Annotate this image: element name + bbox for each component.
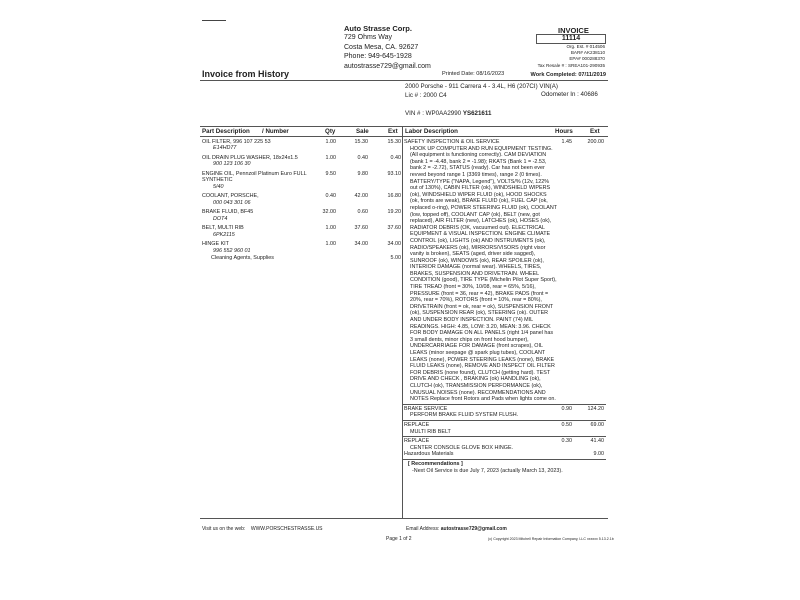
labor-hours: 0.90 (561, 405, 572, 412)
email-label: Email Address: (406, 526, 440, 532)
vin (405, 110, 491, 117)
part-row (202, 193, 402, 206)
part-sale: 9.80 (357, 170, 368, 177)
website (202, 526, 323, 532)
work-completed-date: 07/11/2019 (578, 72, 606, 78)
labor-ext: 9.00 (593, 451, 604, 458)
part-ext: 0.40 (390, 154, 401, 161)
part-number: 6PK2115 (213, 231, 235, 238)
labor-notes: HOOK UP COMPUTER AND RUN EQUIPMENT TESTING. (All equipment is functioning correctly). CAM DEVIATION (bank 1 = -4.48, bank 2 = -1.98); RKATS (Bank 1 = -2.53, bank 2 = -2.72), STATUS (ready). Car has not been ever revved beyond range 1 (3369 times), range 2 (0 times). BATTERY/TYPE ("NAPA, Legend"), VOLTS/% (12v, 122% out of 130%), CABIN FILTER (ok), WINDSHIELD WIPERS (ok), WINDSHIELD WIPER FLUID (ok), HOOD SHOCKS (ok, fronts are weak), BRAKE FLUID (ok), FUEL CAP (ok, replaced o-ring), POWER STEERING FLUID (ok), COOLANT (low, topped off), COOLANT CAP (ok), BELT (new, got replaced), AIR FILTER (new), LATCHES (ok), HOSES (ok), RADIATOR DEBRIS (OK, vacuumed out). ELECTRICAL EQUIPMENT & VISUAL INSPECTION. ENGINE CLIMATE CONTROL (ok), LIGHTS (ok) AND INSTRUMENTS (ok), RADIO/SPEAKERS (ok), MIRRORS/VISORS (right visor vanity is broken), SEATS (aged, driver side sagged), SUNROOF (ok), WINDOWS (ok), REAR SPOILER (ok), INTERIOR DAMAGE (normal wear). WHEELS, TIRES, BRAKES, SUSPENSION AND DRIVETRAIN. WHEEL CONDITION (good), TIRE TYPE (Michelin Pilot Super Sport), TIRE TREAD (front = 30%, 10/08, rear = 65%, 5/16), PRESSURE (front = 36, rear = 42), BRAKE PADS (front = 20%, rear = 70%), ROTORS (front = 10%, rear = 80%), DRIVETRAIN (front = ok, rear = ok), SUSPENSION FRONT (ok), SUSPENSION REAR (ok), STEERING (ok). OUTER AND UNDER BODY INSPECTION. PAINT (74) MIL READINGS. HIGH: 4.85, LOW: 3.20, MEAN: 3.96. CHECK FOR BODY DAMAGE ON ALL PANELS (right 1/4 panel has 3 small dents, minor chips on front hood bumper), UNDERCARRIAGE FOR DAMAGE (front scrapes), OIL LEAKS (minor seepage @ spark plug tubes), COOLANT LEAKS (none), POWER STEERING LEAKS (none), BRAKE FLUID LEAKS (none), REMOVE AND INSPECT OIL FILTER FOR DEBRIS (none found), CLUTCH (getting hard). TEST DRIVE AND CHECK , BRAKING (ok) HANDLING (ok), CLUTCH (ok), TRANSMISSION PERFORMANCE (ok), UNUSUAL NOISES (none). RECOMMENDATIONS AND NOTES Replace front Rotors and Pads when lights come on. (410, 145, 557, 403)
labor-header-ext: Ext (590, 128, 600, 135)
part-row (202, 255, 402, 261)
part-qty: 1.00 (325, 139, 336, 145)
part-row (202, 209, 402, 222)
labor-divider (402, 436, 606, 437)
parts-header-qty: Qty (325, 128, 336, 135)
work-completed (512, 72, 606, 78)
part-sale: 15.30 (354, 139, 368, 145)
table-bottom-rule (200, 518, 608, 519)
labor-title: BRAKE SERVICE (404, 405, 448, 412)
part-sale: 42.00 (354, 193, 368, 200)
part-number: 900 123 106 30 (213, 161, 251, 168)
part-sale: 34.00 (354, 241, 368, 248)
labor-ext: 124.20 (587, 405, 604, 412)
vin-label: VIN # : (405, 110, 424, 117)
business-block (344, 24, 431, 71)
part-ext: 15.30 (387, 139, 401, 145)
labor-title: REPLACE (404, 438, 430, 445)
table-top-rule (200, 126, 608, 127)
labor-title: REPLACE (404, 421, 430, 428)
bar-number: BAR# AK238110 (570, 50, 605, 56)
odometer-reading: Odometer In : 40686 (541, 91, 598, 98)
work-completed-label: Work Completed: (530, 72, 577, 78)
printed-date: Printed Date: 08/16/2023 (442, 71, 505, 77)
vin-prefix: WP0AA2990 (425, 110, 462, 117)
part-ext: 16.80 (387, 193, 401, 200)
website-label: Visit us on the web: (202, 526, 246, 532)
labor-title: SAFETY INSPECTION & OIL SERVICE (404, 139, 500, 145)
website-url[interactable]: WWW.PORSCHESTRASSE.US (250, 526, 323, 532)
recommendation-item: -Next Oil Service is due July 7, 2023 (actually March 13, 2023). (412, 467, 563, 474)
tax-resale: Tax Resale # : SREA101-290935 (537, 62, 605, 68)
labor-operation (404, 406, 606, 419)
part-qty: 0.40 (325, 193, 336, 200)
part-qty: 32.00 (322, 209, 336, 216)
labor-hours: 0.50 (561, 421, 572, 428)
parts-header-sale: Sale (356, 128, 369, 135)
labor-header-hours: Hours (555, 128, 573, 135)
parts-header-description: Part Description (202, 128, 250, 135)
labor-hours: 1.45 (561, 139, 572, 145)
part-sale: 0.40 (357, 154, 368, 161)
labor-title: Hazardous Materials (404, 451, 454, 458)
part-ext: 93.10 (387, 170, 401, 177)
labor-ext: 200.00 (587, 139, 604, 145)
part-ext: 19.20 (387, 209, 401, 216)
part-qty: 1.00 (325, 154, 336, 161)
parts-header-number: / Number (262, 128, 289, 135)
labor-divider (402, 459, 606, 460)
org-est: Org. Est. # 014506 (566, 44, 605, 49)
part-description: Cleaning Agents, Supplies (211, 254, 274, 261)
part-number: 000 043 301 06 (213, 199, 251, 206)
part-ext: 37.60 (387, 225, 401, 232)
part-row (202, 139, 402, 152)
business-address-line1: 729 Ohms Way (344, 34, 392, 42)
labor-notes: MULTI RIB BELT (410, 428, 451, 435)
part-ext: 34.00 (387, 241, 401, 248)
document-title: Invoice from History (202, 69, 290, 79)
part-row (202, 155, 402, 168)
invoice-label: INVOICE (558, 26, 589, 35)
part-ext: 5.00 (390, 254, 401, 261)
labor-divider (402, 404, 606, 405)
pen-mark (202, 20, 226, 21)
email (406, 526, 507, 532)
labor-divider (402, 420, 606, 421)
part-number: E14HD77 (213, 145, 237, 152)
epa-number: EPA# 000288370 (569, 56, 605, 62)
part-row (202, 171, 402, 190)
email-address[interactable]: autostrasse729@gmail.com (440, 526, 507, 532)
labor-ext: 69.00 (590, 421, 604, 428)
registration-numbers (500, 44, 605, 69)
part-description: COOLANT, PORSCHE, (202, 193, 259, 200)
part-sale: 37.60 (354, 225, 368, 232)
part-row (202, 225, 402, 238)
recommendations-title: [ Recommendations ] (408, 460, 463, 467)
business-name: Auto Strasse Corp. (344, 24, 412, 33)
title-divider (200, 80, 608, 81)
labor-list (404, 139, 606, 474)
business-email: autostrasse729@gmail.com (344, 62, 431, 70)
license-plate: Lic # : 2000 C4 (405, 92, 447, 99)
page-number: Page 1 of 2 (386, 536, 412, 542)
labor-notes: PERFORM BRAKE FLUID SYSTEM FLUSH. (410, 412, 519, 419)
parts-header-ext: Ext (388, 128, 398, 135)
part-qty: 1.00 (325, 241, 336, 248)
business-address-line2: Costa Mesa, CA. 92627 (344, 43, 419, 51)
parts-list (202, 139, 402, 264)
invoice-number: 11114 (536, 34, 606, 44)
labor-notes: CENTER CONSOLE GLOVE BOX HINGE. (410, 444, 514, 451)
labor-hours: 0.30 (561, 438, 572, 445)
part-row (202, 241, 402, 254)
part-description: OIL DRAIN PLUG WASHER, 18x24x1.5 (202, 154, 298, 161)
table-header-rule (200, 136, 608, 137)
labor-operation (404, 139, 606, 403)
labor-operation (404, 438, 606, 451)
part-number: 5/40 (213, 183, 224, 190)
part-description: OIL FILTER, 996 107 225 53 (202, 139, 271, 145)
labor-ext: 41.40 (590, 438, 604, 445)
part-description: BRAKE FLUID, BF45 (202, 209, 254, 216)
part-description: ENGINE OIL, Pennzoil Platinum Euro FULL SYNTHETIC (202, 170, 307, 184)
labor-header-description: Labor Description (405, 128, 458, 135)
part-sale: 0.60 (357, 209, 368, 216)
part-number: DOT4 (213, 215, 228, 222)
part-number: 996 552 960 01 (213, 247, 251, 254)
copyright: (c) Copyright 2023 Mitchell Repair Information Company, LLC xxxxxx 5.13.2.1b (488, 537, 614, 541)
part-qty: 1.00 (325, 225, 336, 232)
business-phone: Phone: 949-645-1928 (344, 53, 412, 61)
part-description: HINGE KIT (202, 241, 229, 248)
labor-operation (404, 451, 606, 458)
part-description: BELT, MULTI RIB (202, 225, 244, 232)
vehicle-description: 2000 Porsche - 911 Carrera 4 - 3.4L, H6 (207CI) VIN(A) (405, 83, 558, 90)
labor-operation (404, 422, 606, 435)
part-qty: 9.50 (325, 170, 336, 177)
vin-suffix: YS621611 (462, 110, 492, 117)
